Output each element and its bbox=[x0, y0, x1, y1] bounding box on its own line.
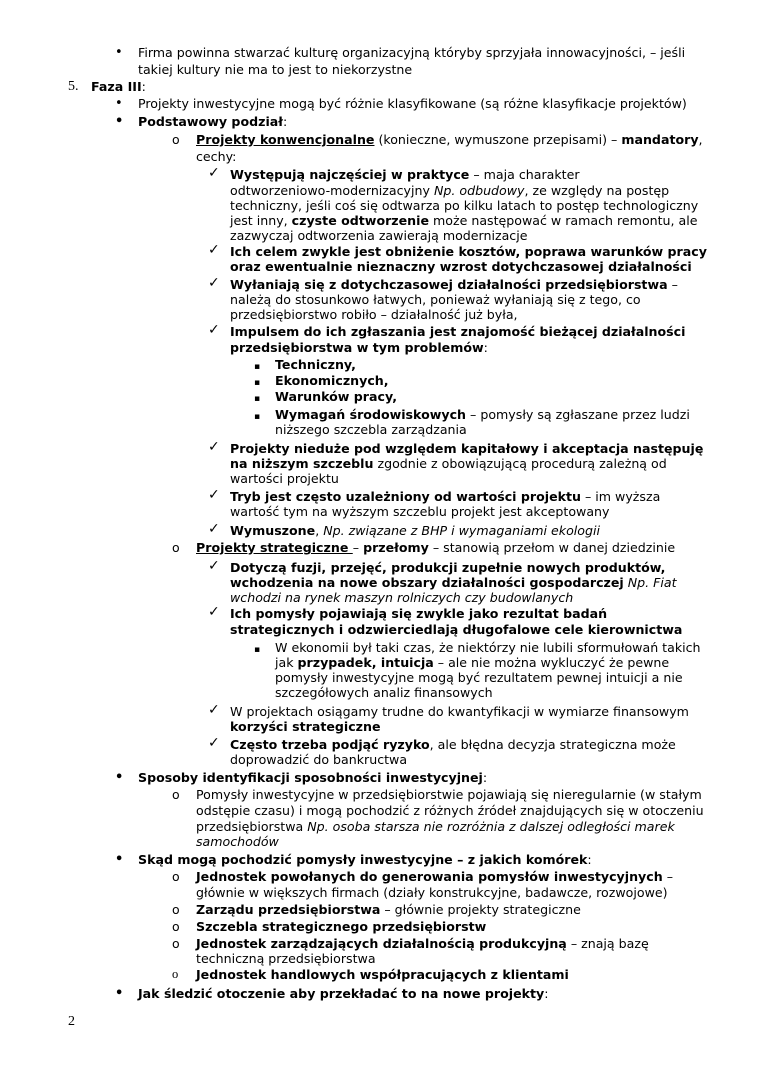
square-bullet: ▪ bbox=[254, 378, 261, 388]
conv-feature: techniczny, jeśli coś się odtwarza po kilku latach to postęp technologiczny bbox=[230, 198, 699, 213]
circle-bullet: o bbox=[172, 919, 180, 934]
strategic-feature: doprowadzić do bankructwa bbox=[230, 752, 408, 767]
conv-feature: wartość tym na wyższym szczeblu projekt jest akceptowany bbox=[230, 504, 610, 519]
conv-feature: oraz ewentualnie nieznaczny wzrost dotychczasowej działalności bbox=[230, 259, 692, 274]
impulse-item: niższego szczebla zarządzania bbox=[275, 422, 467, 437]
check-icon: ✓ bbox=[208, 487, 220, 503]
phase-heading: Faza III: bbox=[91, 79, 146, 94]
strategic-subitem: W ekonomii był taki czas, że niektórzy nie lubili sformułowań takich bbox=[275, 640, 701, 655]
source-item: techniczną przedsiębiorstwa bbox=[196, 951, 376, 966]
bullet: • bbox=[115, 45, 123, 60]
bullet: • bbox=[115, 96, 123, 111]
strategic-feature: wchodzenia na nowe obszary działalności gospodarczej Np. Fiat bbox=[230, 575, 677, 590]
strategic-subitem: pomysły inwestycyjne mogą być rezultatem pewnej intuicji a nie bbox=[275, 670, 683, 685]
identification-line: odstępie czasu) i mogą pochodzić z różnych źródeł znajdujących się w otoczeniu bbox=[196, 803, 704, 818]
strategic-heading: Projekty strategiczne – przełomy – stanowią przełom w danej dziedzinie bbox=[196, 540, 676, 555]
source-item: Zarządu przedsiębiorstwa – głównie projekty strategiczne bbox=[196, 902, 581, 917]
classification-text: Projekty inwestycyjne mogą być różnie klasyfikowane (są różne klasyfikacje projektów) bbox=[138, 96, 687, 111]
circle-bullet: o bbox=[172, 967, 179, 981]
identification-heading: Sposoby identyfikacji sposobności inwestycyjnej: bbox=[138, 770, 488, 785]
bullet: • bbox=[115, 986, 124, 1001]
conv-feature: odtworzeniowo-modernizacyjny Np. odbudowy, ze względy na postęp bbox=[230, 183, 670, 198]
strategic-feature: Często trzeba podjąć ryzyko, ale błędna decyzja strategiczna może bbox=[230, 737, 676, 752]
strategic-feature: korzyści strategiczne bbox=[230, 719, 381, 734]
strategic-feature: Ich pomysły pojawiają się zwykle jako rezultat badań bbox=[230, 606, 608, 621]
sources-heading: Skąd mogą pochodzić pomysły inwestycyjne – z jakich komórek: bbox=[138, 852, 592, 867]
strategic-feature: W projektach osiągamy trudne do kwantyfikacji w wymiarze finansowym bbox=[230, 704, 689, 719]
conventional-heading: Projekty konwencjonalne (konieczne, wymuszone przepisami) – mandatory, bbox=[196, 132, 703, 147]
circle-bullet: o bbox=[172, 540, 180, 555]
circle-bullet: o bbox=[172, 787, 180, 802]
check-icon: ✓ bbox=[208, 242, 220, 258]
square-bullet: ▪ bbox=[254, 645, 261, 655]
conv-feature: Wyłaniają się z dotychczasowej działalności przedsiębiorstwa – bbox=[230, 277, 678, 292]
source-item: Szczebla strategicznego przedsiębiorstw bbox=[196, 919, 487, 934]
source-item: Jednostek zarządzających działalnością produkcyjną – znają bazę bbox=[196, 936, 649, 951]
circle-bullet: o bbox=[172, 132, 180, 147]
intro-line: takiej kultury nie ma to jest to niekorzystne bbox=[138, 62, 413, 77]
strategic-subitem: jak przypadek, intuicja – ale nie można wykluczyć że pewne bbox=[275, 655, 670, 670]
source-item: Jednostek handlowych współpracujących z klientami bbox=[196, 967, 569, 982]
conventional-line: cechy: bbox=[196, 149, 237, 164]
strategic-feature: wchodzi na rynek maszyn rolniczych czy budowlanych bbox=[230, 590, 574, 605]
strategic-feature: strategicznych i odzwierciedlają długofalowe cele kierownictwa bbox=[230, 622, 683, 637]
circle-bullet: o bbox=[172, 869, 180, 884]
conv-feature: należą do stosunkowo łatwych, ponieważ wyłaniają się z tego, co bbox=[230, 292, 641, 307]
impulse-item: Warunków pracy, bbox=[275, 389, 397, 404]
check-icon: ✓ bbox=[208, 275, 220, 291]
conv-feature: zazwyczaj odtworzenia zawierają modernizacje bbox=[230, 228, 528, 243]
conv-feature: przedsiębiorstwo robiło – działalność już była, bbox=[230, 307, 518, 322]
check-icon: ✓ bbox=[208, 558, 220, 574]
bullet: • bbox=[115, 114, 124, 129]
conv-feature: wartości projektu bbox=[230, 471, 339, 486]
identification-line: przedsiębiorstwa Np. osoba starsza nie rozróżnia z dalszej odległości marek bbox=[196, 819, 675, 834]
conv-feature: na niższym szczeblu zgodnie z obowiązującą procedurą zależną od bbox=[230, 456, 667, 471]
conv-feature: Tryb jest często uzależniony od wartości projektu – im wyższa bbox=[230, 489, 661, 504]
strategic-feature: Dotyczą fuzji, przejęć, produkcji zupełnie nowych produktów, bbox=[230, 560, 666, 575]
conv-feature: Wymuszone, Np. związane z BHP i wymaganiami ekologii bbox=[230, 523, 600, 538]
conv-feature: jest inny, czyste odtworzenie może następować w ramach remontu, ale bbox=[230, 213, 698, 228]
square-bullet: ▪ bbox=[254, 412, 261, 422]
tracking-heading: Jak śledzić otoczenie aby przekładać to na nowe projekty: bbox=[138, 986, 549, 1001]
strategic-subitem: szczegółowych analiz finansowych bbox=[275, 685, 493, 700]
conv-feature: Impulsem do ich zgłaszania jest znajomość bieżącej działalności bbox=[230, 324, 686, 339]
check-icon: ✓ bbox=[208, 604, 220, 620]
conv-feature: Ich celem zwykle jest obniżenie kosztów, poprawa warunków pracy bbox=[230, 244, 707, 259]
circle-bullet: o bbox=[172, 902, 180, 917]
identification-line: samochodów bbox=[196, 834, 279, 849]
basic-division-heading: Podstawowy podział: bbox=[138, 114, 288, 129]
bullet: • bbox=[115, 770, 124, 785]
impulse-item: Wymagań środowiskowych – pomysły są zgłaszane przez ludzi bbox=[275, 407, 690, 422]
intro-line: Firma powinna stwarzać kulturę organizacyjną któryby sprzyjała innowacyjności, – jeśli bbox=[138, 45, 686, 60]
square-bullet: ▪ bbox=[254, 394, 261, 404]
square-bullet: ▪ bbox=[254, 362, 261, 372]
check-icon: ✓ bbox=[208, 322, 220, 338]
bullet: • bbox=[115, 852, 124, 867]
impulse-item: Ekonomicznych, bbox=[275, 373, 389, 388]
identification-line: Pomysły inwestycyjne w przedsiębiorstwie pojawiają się nieregularnie (w stałym bbox=[196, 787, 702, 802]
conv-feature: Występują najczęściej w praktyce – maja charakter bbox=[230, 167, 580, 182]
check-icon: ✓ bbox=[208, 735, 220, 751]
check-icon: ✓ bbox=[208, 702, 220, 718]
source-item: głównie w większych firmach (działy konstrukcyjne, badawcze, rozwojowe) bbox=[196, 885, 668, 900]
circle-bullet: o bbox=[172, 936, 180, 951]
phase-number: 5. bbox=[68, 79, 79, 94]
source-item: Jednostek powołanych do generowania pomysłów inwestycyjnych – bbox=[196, 869, 674, 884]
page-number: 2 bbox=[68, 1014, 75, 1029]
check-icon: ✓ bbox=[208, 439, 220, 455]
conv-feature: Projekty nieduże pod względem kapitałowy i akceptacja następuję bbox=[230, 441, 704, 456]
impulse-item: Techniczny, bbox=[275, 357, 356, 372]
check-icon: ✓ bbox=[208, 521, 220, 537]
check-icon: ✓ bbox=[208, 165, 220, 181]
conv-feature: przedsiębiorstwa w tym problemów: bbox=[230, 340, 488, 355]
